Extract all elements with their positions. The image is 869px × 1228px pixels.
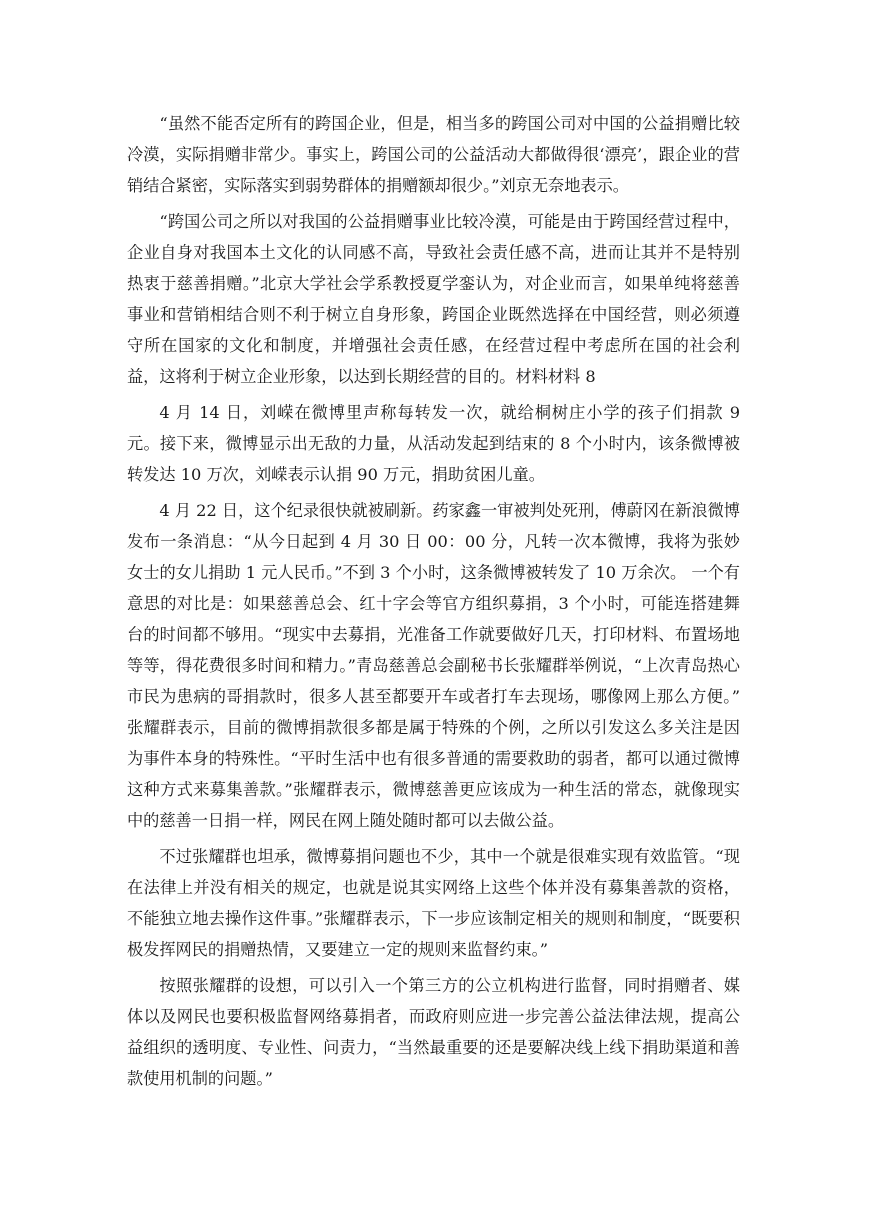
paragraph-3: 4 月 14 日，刘嵘在微博里声称每转发一次，就给桐树庄小学的孩子们捐款 9 元。接下来，微博显示出无敌的力量，从活动发起到结束的 8 个小时内，该条微博被转发达 10 万次，刘嵘表示认捐 90 万元，捐助贫困儿童。: [127, 403, 740, 484]
paragraph-5: 不过张耀群也坦承，微博募捐问题也不少，其中一个就是很难实现有效监管。“现在法律上并没有相关的规定，也就是说其实网络上这些个体并没有募集善款的资格，不能独立地去操作这件事。”张耀群表示，下一步应该制定相关的规则和制度，“既要积极发挥网民的捐赠热情，又要建立一定的规则来监督约束。”: [127, 847, 740, 959]
paragraph-2: “跨国公司之所以对我国的公益捐赠事业比较冷漠，可能是由于跨国经营过程中，企业自身对我国本土文化的认同感不高，导致社会责任感不高，进而让其并不是特别热衷于慈善捐赠。”北京大学社会学系教授夏学銮认为，对企业而言，如果单纯将慈善事业和营销相结合则不利于树立自身形象，跨国企业既然选择在中国经营，则必须遵守所在国家的文化和制度，并增强社会责任感，在经营过程中考虑所在国的社会利益，这将利于树立企业形象，以达到长期经营的目的。材料材料 8: [127, 212, 740, 386]
document-body: [127, 108, 740, 1099]
paragraph-1: “虽然不能否定所有的跨国企业，但是，相当多的跨国公司对中国的公益捐赠比较冷漠，实际捐赠非常少。事实上，跨国公司的公益活动大都做得很‘漂亮’，跟企业的营销结合紧密，实际落实到弱势群体的捐赠额却很少。”刘京无奈地表示。: [127, 114, 740, 195]
paragraph-6: 按照张耀群的设想，可以引入一个第三方的公立机构进行监督，同时捐赠者、媒体以及网民也要积极监督网络募捐者，而政府则应进一步完善公益法律法规，提高公益组织的透明度、专业性、问责力，“当然最重要的还是要解决线上线下捐助渠道和善款使用机制的问题。”: [127, 976, 740, 1088]
paragraph-4: 4 月 22 日，这个纪录很快就被刷新。药家鑫一审被判处死刑，傅蔚冈在新浪微博发布一条消息：“从今日起到 4 月 30 日 00：00 分，凡转一次本微博，我将为张妙女士的女儿捐助 1 元人民币。”不到 3 个小时，这条微博被转发了 10 万余次。 一个有意思的对比是：如果慈善总会、红十字会等官方组织募捐，3 个小时，可能连搭建舞台的时间都不够用。“现实中去募捐，光准备工作就要做好几天，打印材料、布置场地等等，得花费很多时间和精力。”青岛慈善总会副秘书长张耀群举例说，“上次青岛热心市民为患病的哥捐款时，很多人甚至都要开车或者打车去现场，哪像网上那么方便。” 张耀群表示，目前的微博捐款很多都是属于特殊的个例，之所以引发这么多关注是因为事件本身的特殊性。“平时生活中也有很多普通的需要救助的弱者，都可以通过微博这种方式来募集善款。”张耀群表示，微博慈善更应该成为一种生活的常态，就像现实中的慈善一日捐一样，网民在网上随处随时都可以去做公益。: [127, 501, 740, 830]
